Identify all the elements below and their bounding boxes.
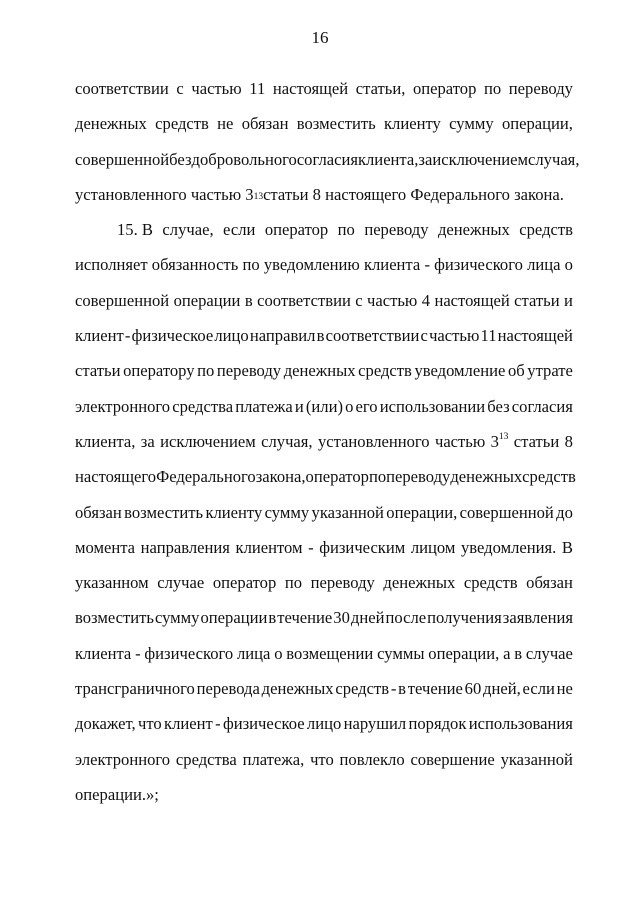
word: без [169, 149, 192, 169]
word: клиента, [75, 431, 136, 451]
word: клиенту [384, 114, 441, 134]
paragraph-line [75, 530, 573, 565]
paragraph-line [75, 247, 573, 282]
word: 60 [464, 679, 482, 699]
paragraph-line [75, 495, 573, 530]
word: (или) [305, 396, 343, 416]
word: лицо [306, 714, 342, 734]
word: переводу [386, 467, 451, 487]
paragraph-14-continuation [75, 71, 580, 177]
word: установленного [317, 431, 430, 451]
paragraph-line [75, 142, 580, 177]
word: настоящей [497, 326, 573, 346]
word: возместить [296, 114, 376, 134]
word: течение [407, 679, 463, 699]
word: указанной [311, 502, 384, 522]
word: клиенту [205, 502, 263, 522]
word: денежных [383, 573, 456, 593]
word: получения [427, 608, 502, 628]
word: - [424, 255, 430, 275]
word: не [217, 114, 234, 134]
word: клиента, [357, 149, 419, 169]
word: в [244, 290, 253, 310]
word: средств [463, 573, 518, 593]
word: докажет, [75, 714, 136, 734]
word: лица [236, 643, 271, 663]
word: порядок [408, 714, 467, 734]
word: денежных [283, 361, 356, 381]
word: использования [468, 714, 573, 734]
word: денежных [450, 467, 523, 487]
word: средств [155, 114, 209, 134]
word: - [390, 679, 397, 699]
word: добровольного [191, 149, 297, 169]
word: и [294, 396, 304, 416]
text-segment: статьи 8 настоящего Федерального закона. [263, 184, 564, 204]
word: - [308, 537, 314, 557]
word: без [487, 396, 510, 416]
word: если [522, 679, 555, 699]
word: уведомлению [263, 255, 360, 275]
word: исполняет [75, 255, 148, 275]
word: обязан [241, 114, 289, 134]
word: операции, [428, 643, 500, 663]
word: за [418, 149, 433, 169]
word: средства [175, 749, 237, 769]
word: о [345, 396, 354, 416]
word: дней [350, 608, 385, 628]
word: случае [157, 573, 205, 593]
word: возместить [75, 608, 154, 628]
paragraph-line [75, 389, 573, 424]
word: В [561, 537, 573, 557]
word: средств [335, 679, 390, 699]
word: 30 [333, 608, 350, 628]
word: настоящей [272, 79, 349, 98]
word: исключением [432, 149, 529, 169]
word: Федерального [156, 467, 256, 487]
word: по [368, 467, 387, 487]
word: средств [358, 361, 412, 381]
word: операции, [501, 114, 573, 134]
word: клиент [164, 714, 213, 734]
page-number: 16 [311, 28, 329, 47]
paragraph-line [75, 777, 573, 812]
word: совершенной [75, 149, 170, 169]
word: физическое [222, 714, 305, 734]
word: физического [434, 255, 523, 275]
text-segment: установленного частью 3 [75, 184, 254, 204]
word: по [197, 361, 215, 381]
word: операции [173, 290, 241, 310]
word: сумму [449, 114, 494, 134]
word: - [135, 643, 141, 663]
word: после [385, 608, 427, 628]
word: платежа [235, 396, 293, 416]
word: 4 [421, 290, 431, 310]
word: денежных [437, 220, 510, 240]
word: не [556, 679, 573, 699]
word: статьи [513, 431, 560, 451]
word: частью [191, 79, 242, 98]
paragraph-line-with-superscript [75, 424, 573, 459]
word: по [284, 573, 303, 593]
word: и [564, 290, 573, 310]
paragraph-line [75, 742, 573, 777]
word: возместить [124, 502, 204, 522]
word: средства [172, 396, 234, 416]
word: перевода [196, 679, 260, 699]
word: физического [144, 643, 234, 663]
paragraph-line [75, 671, 573, 706]
paragraph-line: установленного частью 3 $^{13}$ статьи 8 настоящего Федерального закона. [75, 177, 573, 212]
word: в [514, 643, 523, 663]
word: 11 [249, 79, 266, 98]
word: физическим [319, 537, 406, 557]
word: об [507, 361, 525, 381]
word: в [398, 679, 406, 699]
paragraph-line [75, 71, 573, 106]
word: что [310, 749, 334, 769]
paragraph-line [75, 459, 576, 494]
word: заявления [502, 608, 573, 628]
paragraph-15-continued [75, 459, 576, 777]
word: по [242, 255, 260, 275]
word: средств [519, 220, 573, 240]
word: обязан [75, 502, 122, 522]
word: в [268, 608, 277, 628]
word: до [556, 502, 573, 522]
word: настоящего [75, 467, 157, 487]
word: использовании [379, 396, 486, 416]
word: клиента [363, 255, 421, 275]
word: статьи, [355, 79, 406, 98]
paragraph-line [75, 636, 573, 671]
word: повлекло [339, 749, 405, 769]
word: исключением [160, 431, 256, 451]
word: его [355, 396, 378, 416]
word: электронного [75, 396, 171, 416]
word: случае [525, 643, 573, 663]
paragraph-15 [75, 247, 573, 423]
word: переводу [216, 361, 282, 381]
word: совершенной [75, 290, 170, 310]
word: оператор [412, 79, 477, 98]
word: случае, [162, 220, 214, 240]
word: с [176, 79, 184, 98]
word: в [316, 326, 325, 346]
paragraph-line [75, 706, 573, 741]
word: согласия [296, 149, 358, 169]
word: с [355, 290, 363, 310]
word: уведомления. [461, 537, 557, 557]
word: лицом [410, 537, 456, 557]
word: момента [75, 537, 136, 557]
text-segment: операции.»; [75, 784, 159, 804]
word: возмещении [286, 643, 374, 663]
superscript: 13 [498, 432, 509, 443]
word: случая, [528, 149, 580, 169]
paragraph-line [75, 600, 573, 635]
word: физическое [131, 326, 214, 346]
word: - [124, 326, 131, 346]
word: лицо [214, 326, 249, 346]
word: статьи [75, 361, 121, 381]
paragraph-line [75, 318, 573, 353]
word: клиента [75, 643, 132, 663]
word: оператор [305, 467, 369, 487]
word: частью [367, 290, 418, 310]
word: о [564, 255, 573, 275]
word: 11 [480, 326, 497, 346]
paragraph-line [75, 283, 573, 318]
word: совершенной [459, 502, 554, 522]
word: денежных [75, 114, 147, 134]
word: обязан [526, 573, 573, 593]
word: совершение [410, 749, 495, 769]
word: дней, [483, 679, 521, 699]
body-text [75, 71, 580, 812]
word: частью [429, 326, 480, 346]
word: за [140, 431, 155, 451]
word: по [337, 220, 355, 240]
word: обязанность [151, 255, 239, 275]
word: утрате [527, 361, 573, 381]
word: трансграничного [75, 679, 195, 699]
word: частью [434, 431, 486, 451]
word: клиентом [235, 537, 303, 557]
word: статьи [514, 290, 560, 310]
word: 15. В [117, 220, 153, 240]
word: направления [140, 537, 230, 557]
word: оператор [212, 573, 277, 593]
paragraph-15-first-line [75, 212, 573, 247]
word: платежа, [242, 749, 305, 769]
word: соответствии [325, 326, 420, 346]
word: средств [522, 467, 576, 487]
word: переводу [508, 79, 573, 98]
word: указанном [75, 573, 149, 593]
word: сумму [264, 502, 310, 522]
word: соответствии [75, 79, 169, 98]
word: о [274, 643, 283, 663]
word: уведомление [414, 361, 506, 381]
word: переводу [364, 220, 429, 240]
word: а [503, 643, 511, 663]
word: денежных [261, 679, 334, 699]
word: соответствии [257, 290, 351, 310]
word: 3 [490, 431, 499, 451]
word: по [483, 79, 502, 98]
paragraph-line [75, 353, 573, 388]
word: с [420, 326, 428, 346]
word: направил [249, 326, 316, 346]
word: - [215, 714, 221, 734]
word: операции, [386, 502, 458, 522]
word: оператор [264, 220, 329, 240]
paragraph-line [75, 106, 573, 141]
word: 8 [564, 431, 573, 451]
word: суммы [377, 643, 425, 663]
word: сумму [154, 608, 200, 628]
word: электронного [75, 749, 171, 769]
word: что [138, 714, 162, 734]
word: случая, [261, 431, 313, 451]
word: если [223, 220, 256, 240]
word: согласия [511, 396, 573, 416]
paragraph-line [75, 565, 573, 600]
word: указанной [500, 749, 573, 769]
word: клиент [75, 326, 124, 346]
word: операции [200, 608, 268, 628]
word: оператору [123, 361, 195, 381]
word: переводу [310, 573, 375, 593]
word: лица [527, 255, 561, 275]
word: настоящей [434, 290, 510, 310]
word: закона, [255, 467, 306, 487]
word: течение [277, 608, 333, 628]
word-with-superscript [491, 424, 509, 459]
word: нарушил [343, 714, 407, 734]
